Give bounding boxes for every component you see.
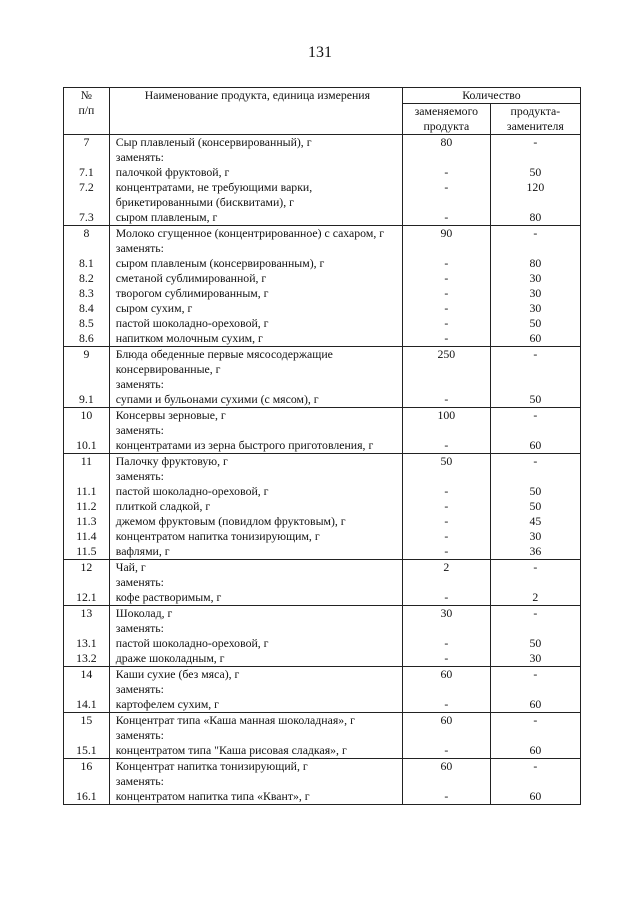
row-number: 11.1 <box>64 484 110 499</box>
product-name: драже шоколадным, г <box>109 651 402 667</box>
product-name: концентратом типа "Каша рисовая сладкая», г <box>109 743 402 759</box>
row-number <box>64 728 110 743</box>
replaced-qty: - <box>402 651 490 667</box>
replaced-qty: - <box>402 301 490 316</box>
replacement-qty: 30 <box>490 286 580 301</box>
row-number: 9.1 <box>64 392 110 408</box>
table-row <box>64 271 581 286</box>
row-number: 8.3 <box>64 286 110 301</box>
replaced-qty: - <box>402 331 490 347</box>
replaced-qty: - <box>402 484 490 499</box>
replacement-qty: 30 <box>490 651 580 667</box>
table-row <box>64 499 581 514</box>
table-row <box>64 226 581 242</box>
replaced-qty: - <box>402 789 490 805</box>
replaced-qty <box>402 150 490 165</box>
row-number: 16.1 <box>64 789 110 805</box>
replaced-qty: - <box>402 286 490 301</box>
product-name: сыром плавленым (консервированным), г <box>109 256 402 271</box>
replaced-qty: 50 <box>402 454 490 470</box>
table-row <box>64 789 581 805</box>
table-row <box>64 728 581 743</box>
product-name: заменять: <box>109 728 402 743</box>
row-number: 12 <box>64 560 110 576</box>
replacement-qty: 50 <box>490 392 580 408</box>
table-row <box>64 256 581 271</box>
replaced-qty <box>402 575 490 590</box>
row-number <box>64 774 110 789</box>
table-row <box>64 180 581 195</box>
row-number: 11.4 <box>64 529 110 544</box>
replaced-qty: 60 <box>402 713 490 729</box>
replacement-qty: 60 <box>490 697 580 713</box>
table-row <box>64 392 581 408</box>
product-name: заменять: <box>109 621 402 636</box>
replacement-qty: - <box>490 560 580 576</box>
replacement-qty: 80 <box>490 210 580 226</box>
row-number: 11.5 <box>64 544 110 560</box>
replaced-qty: 250 <box>402 347 490 363</box>
replaced-qty <box>402 728 490 743</box>
replacement-qty: 50 <box>490 484 580 499</box>
replacement-qty: - <box>490 606 580 622</box>
product-name: Консервы зерновые, г <box>109 408 402 424</box>
replacement-qty: - <box>490 135 580 151</box>
replaced-qty: - <box>402 636 490 651</box>
product-name: творогом сублимированным, г <box>109 286 402 301</box>
row-number: 14 <box>64 667 110 683</box>
row-number <box>64 377 110 392</box>
product-name: пастой шоколадно-ореховой, г <box>109 484 402 499</box>
replacement-qty <box>490 575 580 590</box>
table-row <box>64 636 581 651</box>
row-number <box>64 682 110 697</box>
replaced-qty: 2 <box>402 560 490 576</box>
product-name: заменять: <box>109 774 402 789</box>
row-number: 15.1 <box>64 743 110 759</box>
product-name: заменять: <box>109 377 402 392</box>
substitution-table <box>63 87 581 805</box>
table-row <box>64 454 581 470</box>
replaced-qty: - <box>402 438 490 454</box>
row-number <box>64 469 110 484</box>
table-row <box>64 743 581 759</box>
table-row <box>64 651 581 667</box>
table-row <box>64 682 581 697</box>
replacement-qty: - <box>490 667 580 683</box>
row-number <box>64 241 110 256</box>
table-row <box>64 469 581 484</box>
replaced-qty: - <box>402 743 490 759</box>
product-name: заменять: <box>109 469 402 484</box>
replacement-qty: 2 <box>490 590 580 606</box>
product-name: брикетированными (бисквитами), г <box>109 195 402 210</box>
replaced-qty: - <box>402 544 490 560</box>
product-name: сыром сухим, г <box>109 301 402 316</box>
row-number: 16 <box>64 759 110 775</box>
row-number: 8 <box>64 226 110 242</box>
table-row <box>64 713 581 729</box>
replaced-qty: 80 <box>402 135 490 151</box>
row-number: 8.2 <box>64 271 110 286</box>
product-name: заменять: <box>109 575 402 590</box>
replacement-qty: 30 <box>490 529 580 544</box>
row-number: 15 <box>64 713 110 729</box>
replaced-qty <box>402 423 490 438</box>
replacement-qty <box>490 241 580 256</box>
product-name: концентратами, не требующими варки, <box>109 180 402 195</box>
replacement-qty: 50 <box>490 316 580 331</box>
product-name: Концентрат напитка тонизирующий, г <box>109 759 402 775</box>
product-name: Сыр плавленый (консервированный), г <box>109 135 402 151</box>
replaced-qty: - <box>402 697 490 713</box>
replacement-qty <box>490 728 580 743</box>
product-name: палочкой фруктовой, г <box>109 165 402 180</box>
replaced-qty: - <box>402 165 490 180</box>
replacement-qty <box>490 362 580 377</box>
table-row <box>64 347 581 363</box>
product-name: Шоколад, г <box>109 606 402 622</box>
row-number <box>64 150 110 165</box>
table-header <box>64 88 581 135</box>
replacement-qty <box>490 682 580 697</box>
row-number: 14.1 <box>64 697 110 713</box>
header-replacement: продукта-заменителя <box>490 104 580 135</box>
row-number: 13.2 <box>64 651 110 667</box>
replacement-qty: - <box>490 408 580 424</box>
product-name: джемом фруктовым (повидлом фруктовым), г <box>109 514 402 529</box>
table-row <box>64 150 581 165</box>
row-number: 9 <box>64 347 110 363</box>
replacement-qty: 30 <box>490 301 580 316</box>
row-number: 7.3 <box>64 210 110 226</box>
table-row <box>64 774 581 789</box>
row-number: 10.1 <box>64 438 110 454</box>
replacement-qty: - <box>490 713 580 729</box>
replacement-qty: - <box>490 226 580 242</box>
table-row <box>64 438 581 454</box>
row-number: 7.1 <box>64 165 110 180</box>
product-name: заменять: <box>109 241 402 256</box>
replaced-qty: - <box>402 499 490 514</box>
product-name: супами и бульонами сухими (с мясом), г <box>109 392 402 408</box>
replaced-qty: 60 <box>402 667 490 683</box>
replaced-qty: - <box>402 256 490 271</box>
table-row <box>64 210 581 226</box>
replacement-qty <box>490 377 580 392</box>
page-number: 131 <box>308 44 332 61</box>
row-number <box>64 621 110 636</box>
replaced-qty <box>402 469 490 484</box>
table-row <box>64 544 581 560</box>
header-name: Наименование продукта, единица измерения <box>109 88 402 135</box>
replaced-qty: - <box>402 514 490 529</box>
replacement-qty: 80 <box>490 256 580 271</box>
product-name: Палочку фруктовую, г <box>109 454 402 470</box>
product-name: Каши сухие (без мяса), г <box>109 667 402 683</box>
replacement-qty <box>490 195 580 210</box>
row-number: 8.5 <box>64 316 110 331</box>
replacement-qty: - <box>490 454 580 470</box>
header-quantity: Количество <box>402 88 580 104</box>
table-row <box>64 286 581 301</box>
product-name: вафлями, г <box>109 544 402 560</box>
replacement-qty: 36 <box>490 544 580 560</box>
replacement-qty: 30 <box>490 271 580 286</box>
row-number: 11.3 <box>64 514 110 529</box>
row-number: 11 <box>64 454 110 470</box>
table-row <box>64 377 581 392</box>
table-row <box>64 560 581 576</box>
replacement-qty: 50 <box>490 499 580 514</box>
table-row <box>64 423 581 438</box>
replaced-qty: - <box>402 590 490 606</box>
replaced-qty <box>402 682 490 697</box>
product-name: сыром плавленым, г <box>109 210 402 226</box>
replaced-qty: 60 <box>402 759 490 775</box>
replacement-qty: 60 <box>490 331 580 347</box>
replaced-qty: - <box>402 210 490 226</box>
replacement-qty <box>490 774 580 789</box>
replaced-qty: 100 <box>402 408 490 424</box>
product-name: консервированные, г <box>109 362 402 377</box>
table-row <box>64 241 581 256</box>
product-name: плиткой сладкой, г <box>109 499 402 514</box>
table-row <box>64 590 581 606</box>
table-row <box>64 331 581 347</box>
replacement-qty: 60 <box>490 743 580 759</box>
table-row <box>64 697 581 713</box>
product-name: концентратом напитка тонизирующим, г <box>109 529 402 544</box>
replaced-qty <box>402 195 490 210</box>
table-row <box>64 606 581 622</box>
row-number <box>64 195 110 210</box>
replaced-qty: - <box>402 529 490 544</box>
table-row <box>64 195 581 210</box>
table-row <box>64 301 581 316</box>
row-number <box>64 575 110 590</box>
replacement-qty <box>490 423 580 438</box>
product-name: Блюда обеденные первые мясосодержащие <box>109 347 402 363</box>
replacement-qty: 60 <box>490 789 580 805</box>
product-name: сметаной сублимированной, г <box>109 271 402 286</box>
table-row <box>64 621 581 636</box>
table-row <box>64 529 581 544</box>
replaced-qty <box>402 621 490 636</box>
table-row <box>64 667 581 683</box>
table-row <box>64 165 581 180</box>
replaced-qty: - <box>402 316 490 331</box>
row-number <box>64 423 110 438</box>
table-row <box>64 408 581 424</box>
replacement-qty: 60 <box>490 438 580 454</box>
replaced-qty <box>402 377 490 392</box>
table-row <box>64 759 581 775</box>
row-number: 8.6 <box>64 331 110 347</box>
table-row <box>64 575 581 590</box>
replacement-qty <box>490 621 580 636</box>
table-row <box>64 316 581 331</box>
header-num: № п/п <box>64 88 110 135</box>
replacement-qty <box>490 150 580 165</box>
product-name: пастой шоколадно-ореховой, г <box>109 636 402 651</box>
product-name: Концентрат типа «Каша манная шоколадная», г <box>109 713 402 729</box>
product-name: концентратами из зерна быстрого приготовления, г <box>109 438 402 454</box>
table-row <box>64 514 581 529</box>
product-name: кофе растворимым, г <box>109 590 402 606</box>
replaced-qty: - <box>402 392 490 408</box>
product-name: напитком молочным сухим, г <box>109 331 402 347</box>
header-replaced: заменяемого продукта <box>402 104 490 135</box>
product-name: пастой шоколадно-ореховой, г <box>109 316 402 331</box>
replaced-qty <box>402 362 490 377</box>
replacement-qty: 120 <box>490 180 580 195</box>
table-body <box>64 135 581 805</box>
product-name: Чай, г <box>109 560 402 576</box>
row-number: 12.1 <box>64 590 110 606</box>
replaced-qty: 90 <box>402 226 490 242</box>
replaced-qty: - <box>402 271 490 286</box>
row-number: 10 <box>64 408 110 424</box>
replaced-qty: 30 <box>402 606 490 622</box>
product-name: картофелем сухим, г <box>109 697 402 713</box>
product-name: заменять: <box>109 682 402 697</box>
replacement-qty: 50 <box>490 636 580 651</box>
product-name: Молоко сгущенное (концентрированное) с сахаром, г <box>109 226 402 242</box>
replacement-qty <box>490 469 580 484</box>
row-number: 8.1 <box>64 256 110 271</box>
row-number <box>64 362 110 377</box>
product-name: заменять: <box>109 423 402 438</box>
row-number: 13.1 <box>64 636 110 651</box>
product-name: заменять: <box>109 150 402 165</box>
table-row <box>64 484 581 499</box>
row-number: 11.2 <box>64 499 110 514</box>
table-row <box>64 362 581 377</box>
replacement-qty: - <box>490 759 580 775</box>
table-row <box>64 135 581 151</box>
row-number: 8.4 <box>64 301 110 316</box>
product-name: концентратом напитка типа «Квант», г <box>109 789 402 805</box>
row-number: 7.2 <box>64 180 110 195</box>
row-number: 7 <box>64 135 110 151</box>
replacement-qty: - <box>490 347 580 363</box>
replaced-qty: - <box>402 180 490 195</box>
row-number: 13 <box>64 606 110 622</box>
replacement-qty: 50 <box>490 165 580 180</box>
replaced-qty <box>402 774 490 789</box>
replacement-qty: 45 <box>490 514 580 529</box>
replaced-qty <box>402 241 490 256</box>
